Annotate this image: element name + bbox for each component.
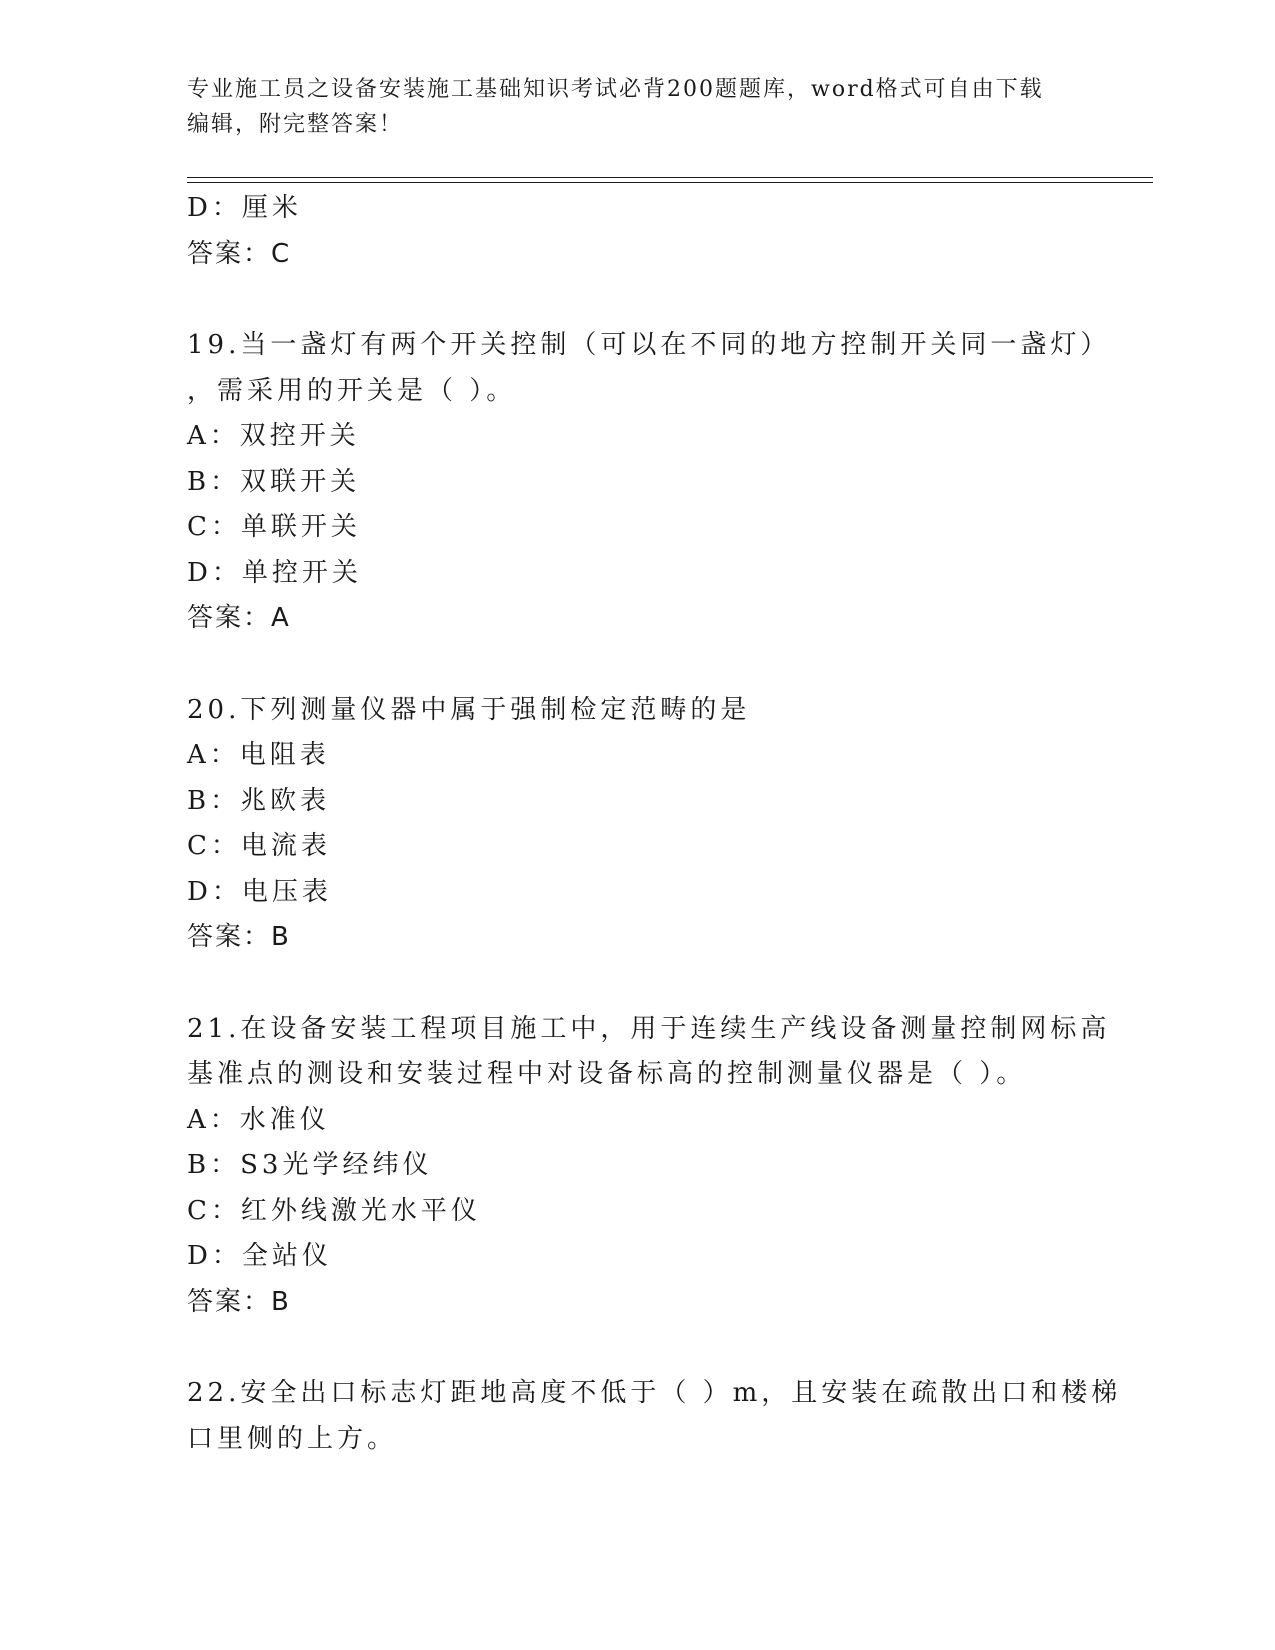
option-line: D：厘米 [187,193,302,223]
option-c: C：单联开关 [187,512,361,542]
question-stem-line: 基准点的测设和安装过程中对设备标高的控制测量仪器是（ ）。 [187,1059,1027,1089]
block-spacer [187,642,1087,688]
header-title-line-1: 专业施工员之设备安装施工基础知识考试必背200题题库，word格式可自由下载 [187,77,1044,102]
question-block-22 [187,1371,1122,1462]
option-b: B：双联开关 [187,466,361,497]
block-spacer [187,277,1087,323]
answer-line: 答案：B [187,1286,291,1317]
question-block-19 [187,323,1111,642]
question-block-21 [187,1007,1111,1326]
option-b: B：S3光学经纬仪 [187,1150,433,1180]
block-spacer [187,961,1087,1007]
answer-line: 答案：B [187,922,291,952]
question-stem-line: ，需采用的开关是（ ）。 [187,375,517,406]
option-a: A：双控开关 [187,421,360,451]
option-c: C：红外线激光水平仪 [187,1195,481,1226]
question-stem-line: 21.在设备安装工程项目施工中，用于连续生产线设备测量控制网标高 [187,1013,1111,1044]
answer-line: 答案：C [187,238,292,269]
option-b: B：兆欧表 [187,785,331,816]
option-d: D：全站仪 [187,1241,332,1271]
question-block [187,186,1087,277]
question-block-20 [187,688,1087,961]
question-list [187,186,1122,1462]
answer-line: 答案：A [187,603,291,633]
option-a: A：电阻表 [187,740,330,770]
question-stem-line: 口里侧的上方。 [187,1423,398,1454]
header-title-line-2: 编辑，附完整答案！ [187,112,404,137]
header-divider-top [187,177,1153,178]
header-divider-bottom [187,182,1153,183]
option-a: A：水准仪 [187,1104,330,1135]
option-d: D：电压表 [187,876,332,907]
question-stem-line: 22.安全出口标志灯距地高度不低于（ ）m，且安装在疏散出口和楼梯 [187,1378,1122,1408]
option-d: D：单控开关 [187,557,362,588]
option-c: C：电流表 [187,831,331,861]
question-stem-line: 20.下列测量仪器中属于强制检定范畴的是 [187,694,751,725]
block-spacer [187,1325,1087,1371]
question-stem-line: 19.当一盏灯有两个开关控制（可以在不同的地方控制开关同一盏灯） [187,330,1111,360]
document-header [187,72,1067,142]
